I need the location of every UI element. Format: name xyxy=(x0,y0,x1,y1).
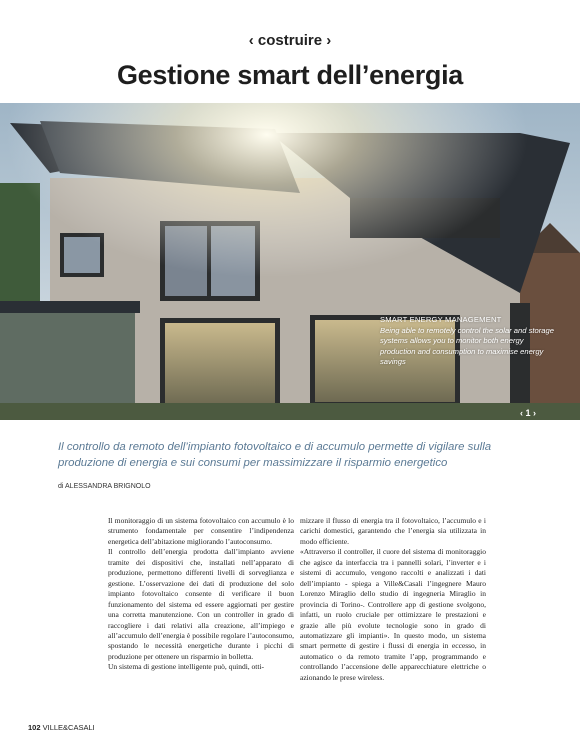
house-illustration xyxy=(0,103,580,420)
photo-caption xyxy=(380,315,558,368)
caption-heading: SMART ENERGY MANAGEMENT xyxy=(380,315,502,324)
body-column-left xyxy=(108,516,294,673)
caption-text: Being able to remotely control the solar and storage systems allows you to monitor both energy production and consumption to maximise energy savings xyxy=(380,325,554,366)
lead-paragraph: Il controllo da remoto dell’impianto fotovoltaico e di accumulo permette di vigilare sulla produzione di energia e sui consumi per massimizzare il risparmio energetico xyxy=(58,441,492,469)
article-title: Gestione smart dell’energia xyxy=(116,60,464,90)
photo-number: ‹ 1 › xyxy=(519,408,536,418)
body-paragraph: Il controllo dell’energia prodotta dall’impianto avviene tramite dei dispositivi che, installati nell’apparato di produzione, permettono differenti livelli di sorveglianza e gestione. L’osservazione dei dati di produzione del solo impianto fotovoltaico consente di verificare il buon funzionamento del sistema ed essere aggiornati per gestire una corretta manutenzione. Con un controller in grado di raccogliere i dati relativi alla creazione, all’impiego e all’accumulo dell’energia è possibile regolare l’autoconsumo, spostando le necessità energetiche durante i picchi di produzione per ottenere un risparmio in bolletta. xyxy=(108,547,294,661)
page-number: 102 xyxy=(28,723,41,732)
body-paragraph: mizzare il flusso di energia tra il fotovoltaico, l’accumulo e i carichi domestici, garantendo che l’energia sia utilizzata in modo efficiente. xyxy=(300,516,486,546)
magazine-name: VILLE&CASALI xyxy=(42,723,95,732)
body-column-right xyxy=(300,516,486,683)
body-paragraph: Il monitoraggio di un sistema fotovoltaico con accumulo è lo strumento fondamentale per consentire l’indipendenza energetica dell’abitazione migliorando l’autoconsumo. xyxy=(108,516,294,546)
page-footer xyxy=(28,723,95,732)
hero-photo xyxy=(0,103,580,420)
body-paragraph: Un sistema di gestione intelligente può, quindi, otti- xyxy=(108,662,265,672)
byline: di ALESSANDRA BRIGNOLO xyxy=(58,483,151,490)
section-label: ‹ costruire › xyxy=(248,32,332,49)
body-paragraph: «Attraverso il controller, il cuore del sistema di monitoraggio che agisce da interfaccia tra i pannelli solari, l’inverter e i sistemi di accumulo, vengono raccolti e analizzati i dati dell’impianto - spiega a Ville&Casali l’ingegnere Mauro Lorenzo Miraglio dello studio di ingegneria Miraglio in provincia di Torino-. Controllere app di gestione svolgono, infatti, un ruolo cruciale per ottimizzare le prestazioni e grazie alle più evolute tecnologie sono in grado di automatizzare gli impianti». In questo modo, un sistema smart permette di gestire i flussi di energia in eccesso, in automatico o da remoto tramite l’app, programmando e controllando l’accensione delle apparecchiature elettriche o azionando le prese wireless. xyxy=(300,547,486,682)
